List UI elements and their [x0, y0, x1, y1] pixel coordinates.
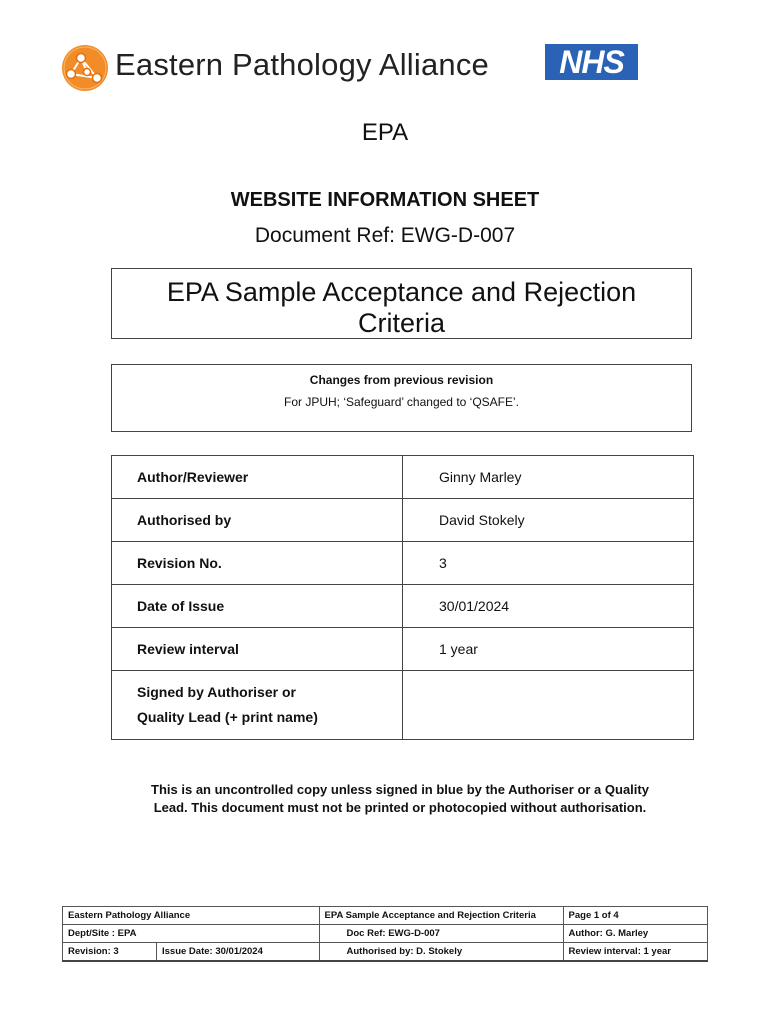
signed-label-line2: Quality Lead (+ print name)	[137, 709, 318, 725]
footer-review: Review interval: 1 year	[563, 943, 707, 962]
document-title-box	[111, 268, 692, 339]
document-title-line1: EPA Sample Acceptance and Rejection	[166, 277, 637, 307]
changes-heading: Changes from previous revision	[309, 373, 494, 387]
info-value: 30/01/2024	[403, 585, 694, 628]
info-value: 3	[403, 542, 694, 585]
signed-label-line1: Signed by Authoriser or	[137, 684, 296, 700]
footer-issue-date: Issue Date: 30/01/2024	[157, 943, 320, 962]
document-info-table	[111, 455, 694, 740]
info-value: 1 year	[403, 628, 694, 671]
table-row	[112, 542, 694, 585]
signature-field	[403, 671, 694, 740]
changes-box	[111, 364, 692, 432]
info-value: David Stokely	[403, 499, 694, 542]
footer-authorised: Authorised by: D. Stokely	[319, 943, 563, 962]
info-label: Date of Issue	[112, 585, 403, 628]
info-label: Review interval	[112, 628, 403, 671]
table-row	[112, 499, 694, 542]
epa-logo-icon	[61, 44, 109, 92]
notice-line2: Lead. This document must not be printed or photocopied without authorisation.	[153, 800, 647, 815]
footer-org: Eastern Pathology Alliance	[63, 907, 320, 925]
info-label: Author/Reviewer	[112, 456, 403, 499]
info-value: Ginny Marley	[403, 456, 694, 499]
footer-title: EPA Sample Acceptance and Rejection Criteria	[319, 907, 563, 925]
document-ref: Document Ref: EWG-D-007	[254, 224, 516, 247]
document-title-line2: Criteria	[357, 308, 445, 338]
changes-text: For JPUH; ‘Safeguard’ changed to ‘QSAFE’.	[284, 395, 519, 409]
org-heading: EPA	[361, 119, 409, 146]
brand-name: Eastern Pathology Alliance	[115, 47, 489, 82]
footer-docref: Doc Ref: EWG-D-007	[319, 925, 563, 943]
notice-line1: This is an uncontrolled copy unless signed in blue by the Authoriser or a Quality	[151, 782, 649, 797]
info-label: Revision No.	[112, 542, 403, 585]
footer-table	[62, 906, 708, 962]
table-row	[112, 585, 694, 628]
footer-row	[63, 943, 708, 962]
footer-revision: Revision: 3	[63, 943, 157, 962]
footer-dept: Dept/Site : EPA	[63, 925, 320, 943]
uncontrolled-copy-notice	[100, 781, 700, 817]
footer-row	[63, 907, 708, 925]
nhs-logo: NHS	[545, 44, 638, 80]
signature-row	[112, 671, 694, 740]
sheet-type-heading: WEBSITE INFORMATION SHEET	[230, 189, 540, 211]
footer-author: Author: G. Marley	[563, 925, 707, 943]
table-row	[112, 456, 694, 499]
table-row	[112, 628, 694, 671]
footer-row	[63, 925, 708, 943]
signed-label	[112, 671, 403, 740]
info-label: Authorised by	[112, 499, 403, 542]
footer-page: Page 1 of 4	[563, 907, 707, 925]
